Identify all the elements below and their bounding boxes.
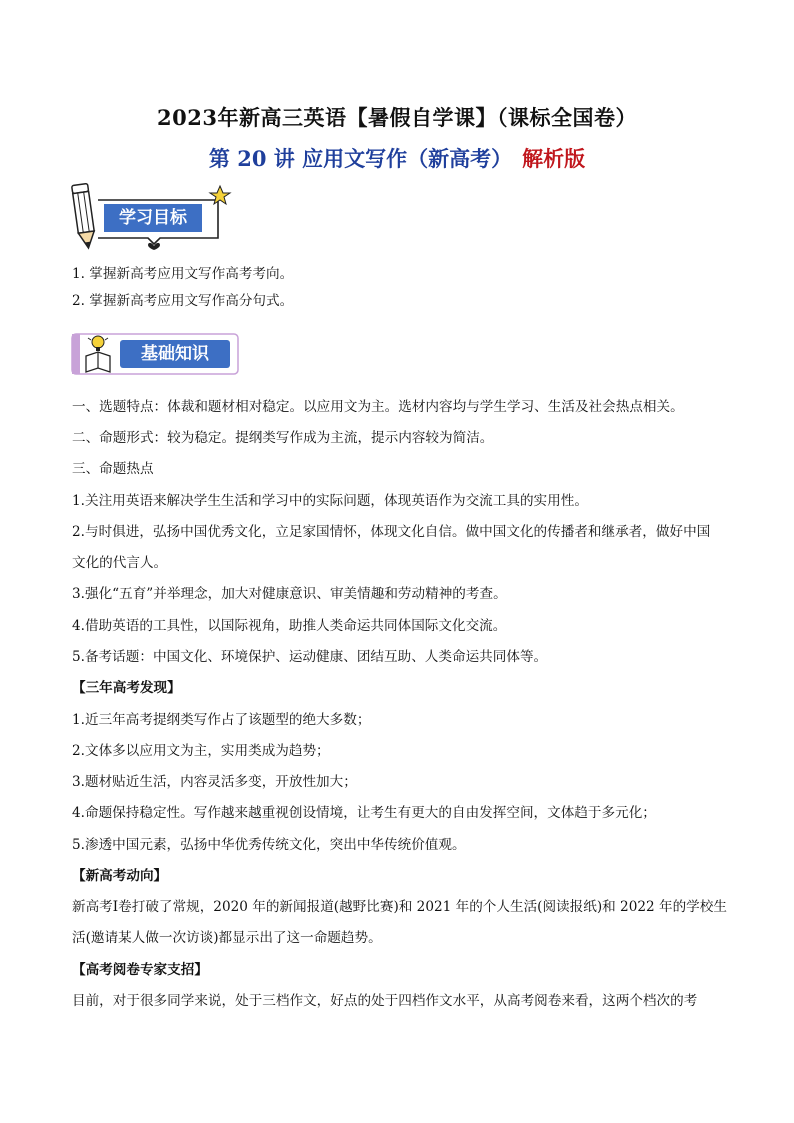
finding-line: 5.渗透中国元素，弘扬中华优秀传统文化，突出中华传统价值观。 bbox=[72, 837, 466, 853]
lecture-subtitle bbox=[0, 143, 794, 173]
hotspot-line: 5.备考话题：中国文化、环境保护、运动健康、团结互助、人类命运共同体等。 bbox=[72, 649, 548, 665]
hotspot-line: 1.关注用英语来解决学生生活和学习中的实际问题，体现英语作为交流工具的实用性。 bbox=[72, 493, 588, 509]
trend-heading: 【新高考动向】 bbox=[72, 868, 168, 884]
expert-line: 目前，对于很多同学来说，处于三档作文，好点的处于四档作文水平，从高考阅卷来看，这两个档次的考 bbox=[72, 993, 698, 1009]
basic-knowledge-badge bbox=[70, 328, 250, 380]
learning-goals-label: 学习目标 bbox=[119, 208, 187, 228]
section-two: 二、命题形式：较为稳定。提纲类写作成为主流，提示内容较为简洁。 bbox=[72, 430, 494, 446]
finding-line: 2.文体多以应用文为主，实用类成为趋势； bbox=[72, 743, 330, 759]
goal-line: 2. 掌握新高考应用文写作高分句式。 bbox=[72, 293, 294, 309]
finding-line: 4.命题保持稳定性。写作越来越重视创设情境，让考生有更大的自由发挥空间，文体趋于多元化； bbox=[72, 805, 656, 821]
section-one: 一、选题特点：体裁和题材相对稳定。以应用文为主。选材内容均与学生学习、生活及社会热点相关。 bbox=[72, 399, 684, 415]
basic-knowledge-label: 基础知识 bbox=[141, 344, 209, 364]
goal-line: 1. 掌握新高考应用文写作高考考向。 bbox=[72, 266, 294, 282]
section-three-heading: 三、命题热点 bbox=[72, 461, 154, 477]
learning-goals-badge bbox=[68, 182, 238, 250]
findings-heading: 【三年高考发现】 bbox=[72, 680, 181, 696]
subtitle-main: 第 20 讲 应用文写作（新高考） bbox=[208, 146, 513, 171]
hotspot-line: 4.借助英语的工具性，以国际视角，助推人类命运共同体国际文化交流。 bbox=[72, 618, 507, 634]
trend-line: 活(邀请某人做一次访谈)都显示出了这一命题趋势。 bbox=[72, 930, 382, 946]
document-title: 2023年新高三英语【暑假自学课】（课标全国卷） bbox=[157, 105, 637, 130]
subtitle-tag: 解析版 bbox=[522, 146, 586, 171]
hotspot-line: 3.强化“五育”并举理念，加大对健康意识、审美情趣和劳动精神的考查。 bbox=[72, 586, 507, 602]
hotspot-line: 2.与时俱进，弘扬中国优秀文化，立足家国情怀，体现文化自信。做中国文化的传播者和继承者，做好中国 bbox=[72, 524, 711, 540]
hotspot-line: 文化的代言人。 bbox=[72, 555, 168, 571]
finding-line: 3.题材贴近生活，内容灵活多变，开放性加大； bbox=[72, 774, 357, 790]
trend-line: 新高考Ⅰ卷打破了常规，2020 年的新闻报道(越野比赛)和 2021 年的个人生活(阅读报纸)和 2022 年的学校生 bbox=[72, 899, 727, 915]
expert-heading: 【高考阅卷专家支招】 bbox=[72, 962, 208, 978]
finding-line: 1.近三年高考提纲类写作占了该题型的绝大多数； bbox=[72, 712, 371, 728]
